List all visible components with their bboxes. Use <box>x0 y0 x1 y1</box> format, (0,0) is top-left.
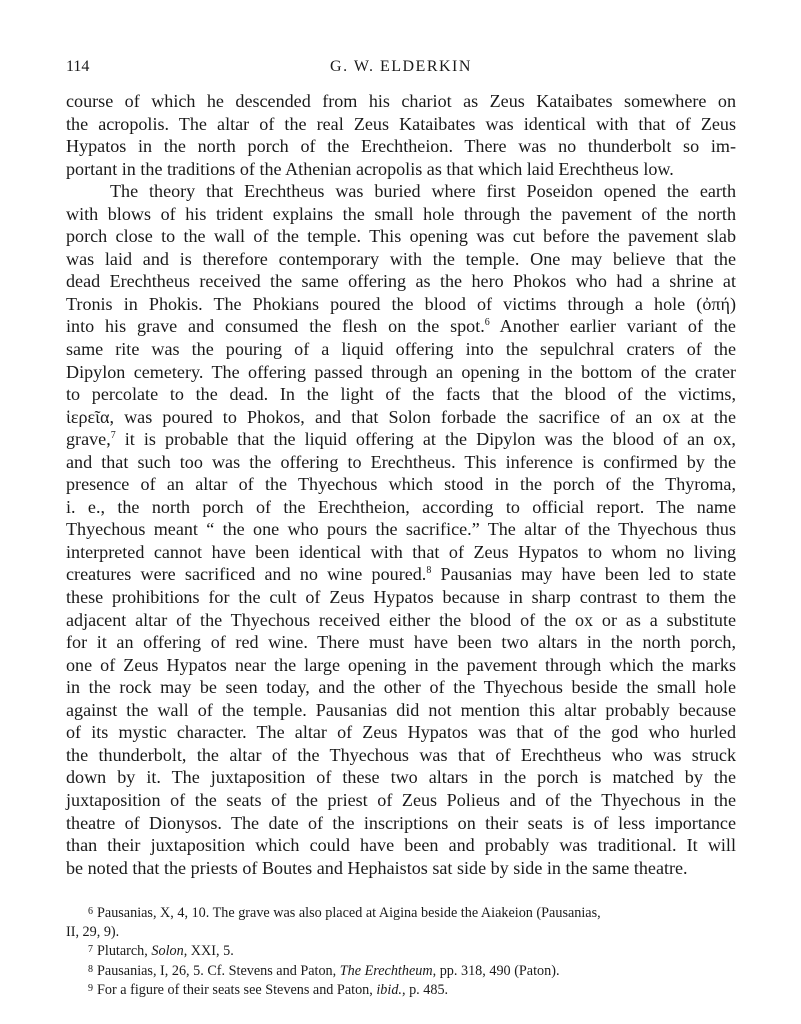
footnote-number: 7 <box>88 944 93 956</box>
text-line: than their juxtaposition which could have been and probably was traditional. It will <box>66 835 736 856</box>
footnote-text: Pausanias, X, 4, 10. The grave was also placed at Aigina beside the Aiakeion (Pausanias, <box>97 905 601 922</box>
text-line: creatures were sacrificed and no wine poured.$^8$ Pausanias may have been led to state <box>66 564 737 585</box>
text-line: Hypatos in the north porch of the Erechtheion. There was no thunderbolt so im- <box>66 136 736 157</box>
page-header <box>66 54 736 80</box>
body-text <box>66 90 736 879</box>
text-line: porch close to the wall of the temple. This opening was cut before the pavement slab <box>66 226 736 247</box>
footnote-line <box>66 941 736 961</box>
text-line: interpreted cannot have been identical with that of Zeus Hypatos to whom no living <box>66 541 736 562</box>
page-number: 114 <box>66 58 90 75</box>
text-line: grave,$^7$ it is probable that the liquid offering at the Dipylon was the blood of an ox, <box>66 429 736 450</box>
footnote-line <box>66 980 736 1000</box>
footnote-text: Pausanias, I, 26, 5. Cf. Stevens and Paton, The Erechtheum, pp. 318, 490 (Paton). <box>97 962 560 979</box>
footnote-number: 9 <box>88 983 93 995</box>
paragraph <box>66 180 736 879</box>
footnote-line <box>66 961 736 981</box>
text-line: portant in the traditions of the Athenian acropolis as that which laid Erechtheus low. <box>66 158 674 179</box>
footnote-number: 6 <box>88 906 93 918</box>
text-line: one of Zeus Hypatos near the large opening in the pavement through which the marks <box>66 654 736 675</box>
text-line: The theory that Erechtheus was buried where first Poseidon opened the earth <box>110 181 736 202</box>
text-line: adjacent altar of the Thyechous received either the blood of the ox or as a substitute <box>66 609 736 630</box>
text-line: same rite was the pouring of a liquid offering into the sepulchral craters of the <box>66 339 736 360</box>
text-line: course of which he descended from his chariot as Zeus Kataibates somewhere on <box>66 91 736 111</box>
text-line: was laid and is therefore contemporary with the temple. One may believe that the <box>66 248 736 269</box>
footnote-line <box>66 903 736 923</box>
text-line: dead Erechtheus received the same offering as the hero Phokos who had a shrine at <box>66 271 736 292</box>
text-line: the thunderbolt, the altar of the Thyechous was that of Erechtheus who was struck <box>66 744 736 765</box>
text-line: ἱερεῖα, was poured to Phokos, and that Solon forbade the sacrifice of an ox at the <box>66 406 736 427</box>
text-line: with blows of his trident explains the small hole through the pavement of the north <box>66 203 736 224</box>
text-line: and that such too was the offering to Erechtheus. This inference is confirmed by the <box>66 451 736 472</box>
text-line: these prohibitions for the cult of Zeus Hypatos because in sharp contrast to them the <box>66 587 736 608</box>
text-line: presence of an altar of the Thyechous which stood in the porch of the Thyroma, <box>66 474 736 495</box>
footnote-number: 8 <box>88 963 93 975</box>
text-line: into his grave and consumed the flesh on the spot.$^6$ Another earlier variant of the <box>66 316 736 337</box>
footnote-text: Plutarch, Solon, XXI, 5. <box>97 943 234 960</box>
footnote-text: For a figure of their seats see Stevens and Paton, ibid., p. 485. <box>97 982 449 999</box>
text-line: against the wall of the temple. Pausanias did not mention this altar probably because <box>66 699 736 720</box>
text-line: down by it. The juxtaposition of these two altars in the porch is matched by the <box>66 767 736 788</box>
text-line: for it an offering of red wine. There must have been two altars in the north porch, <box>66 632 736 653</box>
paragraph <box>66 90 736 180</box>
footnotes <box>66 903 736 1000</box>
text-line: juxtaposition of the seats of the priest of Zeus Polieus and of the Thyechous in the <box>66 789 736 810</box>
footnote-ref[interactable]: 7 <box>110 430 116 442</box>
text-line: of its mystic character. The altar of Zeus Hypatos was that of the god who hurled <box>66 722 736 743</box>
footnote-text: II, 29, 9). <box>66 923 120 940</box>
footnote-ref[interactable]: 6 <box>484 317 490 329</box>
text-line: the acropolis. The altar of the real Zeus Kataibates was identical with that of Zeus <box>66 113 736 134</box>
text-line: be noted that the priests of Boutes and Hephaistos sat side by side in the same theatre. <box>66 857 688 878</box>
text-line: i. e., the north porch of the Erechtheion, according to official report. The name <box>66 496 736 517</box>
page <box>66 54 736 1000</box>
footnote-ref[interactable]: 8 <box>426 565 432 577</box>
text-line: Tronis in Phokis. The Phokians poured the blood of victims through a hole (ὀπή) <box>66 293 736 314</box>
text-line: Dipylon cemetery. The offering passed through an opening in the bottom of the crater <box>66 361 736 382</box>
text-line: Thyechous meant “ the one who pours the sacrifice.” The altar of the Thyechous thus <box>66 519 736 540</box>
running-head: G. W. ELDERKIN <box>330 58 472 75</box>
text-line: to percolate to the dead. In the light of the facts that the blood of the victims, <box>66 384 736 405</box>
footnote-line <box>66 923 736 942</box>
text-line: in the rock may be seen today, and the other of the Thyechous beside the small hole <box>66 677 736 698</box>
text-line: theatre of Dionysos. The date of the inscriptions on their seats is of less importance <box>66 812 736 833</box>
